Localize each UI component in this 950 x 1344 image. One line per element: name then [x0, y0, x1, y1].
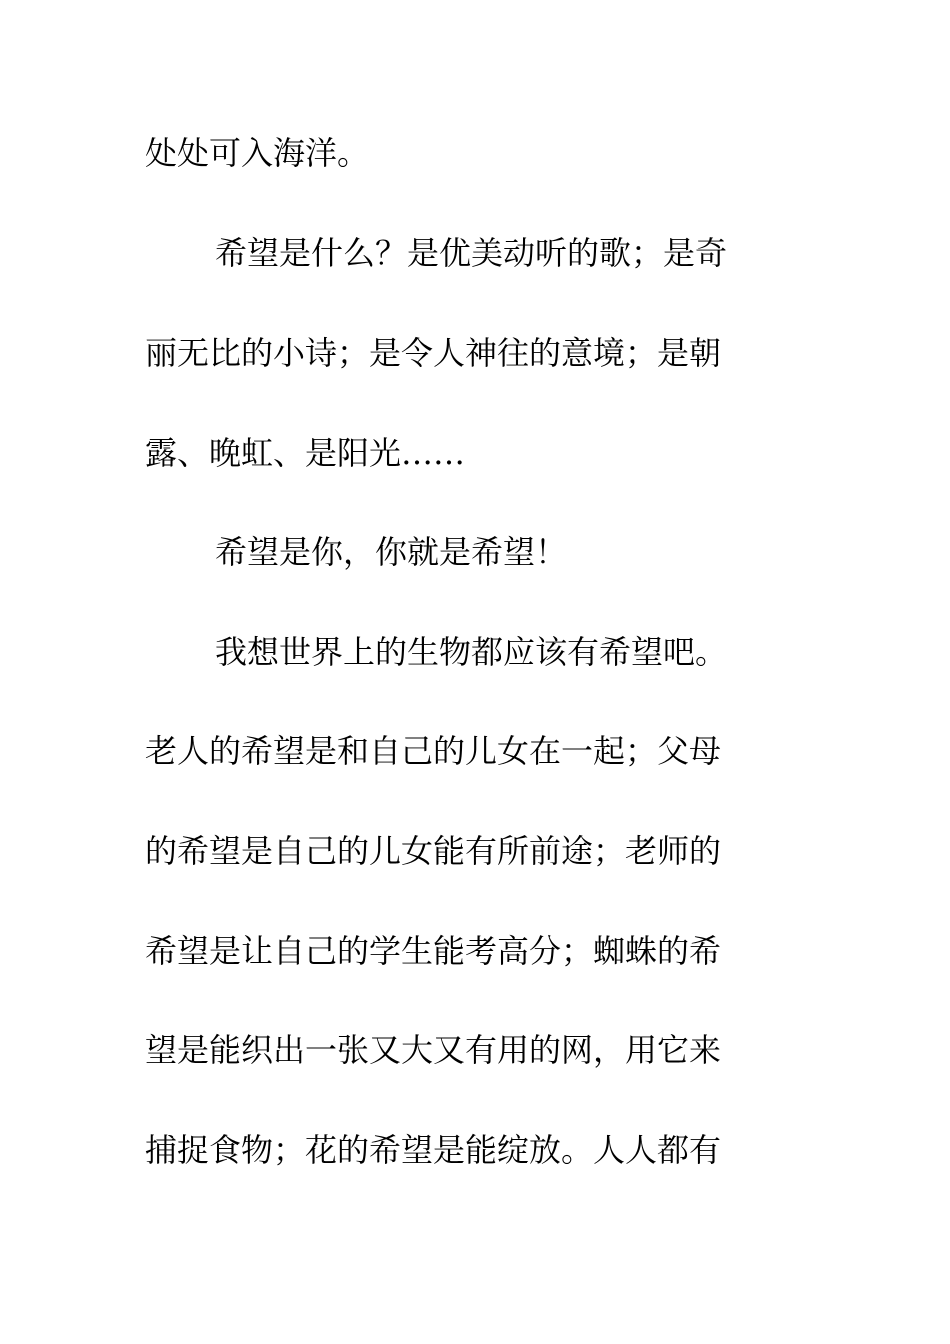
text-line-11: 捕捉食物；花的希望是能绽放。人人都有	[145, 1131, 722, 1169]
text-line-1: 处处可入海洋。	[145, 134, 370, 172]
text-line-7: 老人的希望是和自己的儿女在一起；父母	[145, 732, 722, 770]
text-line-4: 露、晚虹、是阳光……	[145, 434, 466, 472]
text-line-10: 望是能织出一张又大又有用的网，用它来	[145, 1031, 722, 1069]
text-line-9: 希望是让自己的学生能考高分；蜘蛛的希	[145, 932, 722, 970]
text-line-6: 我想世界上的生物都应该有希望吧。	[215, 633, 728, 671]
text-line-5: 希望是你，你就是希望！	[215, 533, 568, 571]
text-line-8: 的希望是自己的儿女能有所前途；老师的	[145, 832, 722, 870]
text-line-3: 丽无比的小诗；是令人神往的意境；是朝	[145, 334, 722, 372]
text-line-2: 希望是什么？是优美动听的歌；是奇	[215, 234, 728, 272]
